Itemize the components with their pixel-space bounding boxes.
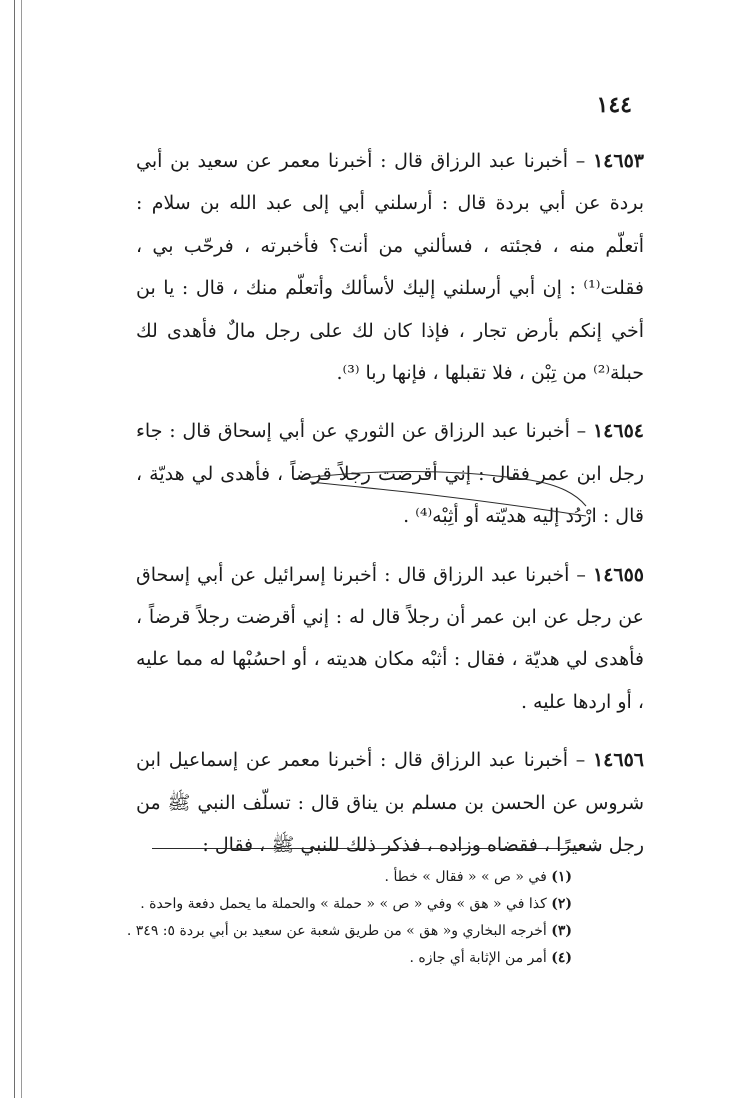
footnote-item [112,891,572,918]
hadith-text: – أخبرنا عبد الرزاق قال : أخبرنا معمر عن سعيد بن أبي بردة عن أبي بردة قال : أرسلني أبي إلى عبد الله بن سلام : أتعلّم منه ، فجئته ، فسألني من أنت؟ فأخبرته ، فرحّب بي ، فقلت⁽¹⁾ : إن أبي أرسلني إليك لأسألك وأتعلّم منك ، قال : يا بن أخي إنكم بأرض تجار ، فإذا كان لك على رجل مالٌ فأهدى لك حبلة⁽²⁾ من تِبْن ، فلا تقبلها ، فإنها ربا ⁽³⁾. [136,150,644,385]
scan-margin-line [14,0,15,1098]
hadith-14655 [136,554,644,724]
scan-margin-line [21,0,22,1098]
footnote-separator [152,848,600,849]
hadith-number: ١٤٦٥٣ [592,150,644,172]
footnotes [112,864,572,972]
footnote-number: (٣) [551,923,572,939]
hadith-number: ١٤٦٥٤ [592,420,644,443]
footnote-item [112,945,572,972]
hadith-14653 [136,140,644,394]
footnote-number: (٤) [551,950,572,966]
hadith-text: – أخبرنا عبد الرزاق عن الثوري عن أبي إسحاق قال : جاء رجل ابن عمر فقال : إني أقرضت رجلاً قرضاً ، فأهدى لي هديّة ، قال : ارْدُد إليه هديّته أو أثِبْه⁽⁴⁾ . [136,420,644,528]
footnote-text: في « ص » « فقال » خطأ . [384,869,547,885]
hadith-text: – أخبرنا عبد الرزاق قال : أخبرنا إسرائيل عن أبي إسحاق عن رجل عن ابن عمر أن رجلاً قال له : إني أقرضت رجلاً قرضاً ، فأهدى لي هديّة ، فقال : أثبْه مكان هديته ، أو احسُبْها له مما عليه ، أو اردها عليه . [136,563,644,713]
page-number: ١٤٤ [596,92,632,118]
footnote-item [112,918,572,945]
footnote-item [112,864,572,891]
footnote-text: كذا في « هق » وفي « ص » « حملة » والحملة ما يحمل دفعة واحدة . [140,896,547,912]
footnote-number: (٢) [551,896,572,912]
handwritten-pen-mark [300,462,590,522]
hadith-text: – أخبرنا عبد الرزاق قال : أخبرنا معمر عن إسماعيل ابن شروس عن الحسن بن مسلم بن يناق قال : تسلّف النبي ﷺ من رجل شعيرًا ، فقضاه وزاده ، فذكر ذلك للنبي ﷺ ، فقال : [136,749,644,857]
hadith-number: ١٤٦٥٥ [592,563,645,586]
hadith-number: ١٤٦٥٦ [592,749,644,772]
footnote-text: أمر من الإثابة أي جازه . [409,950,547,966]
footnote-text: أخرجه البخاري و« هق » من طريق شعبة عن سعيد بن أبي بردة ٥: ٣٤٩ . [126,923,547,939]
footnote-number: (١) [551,869,572,885]
